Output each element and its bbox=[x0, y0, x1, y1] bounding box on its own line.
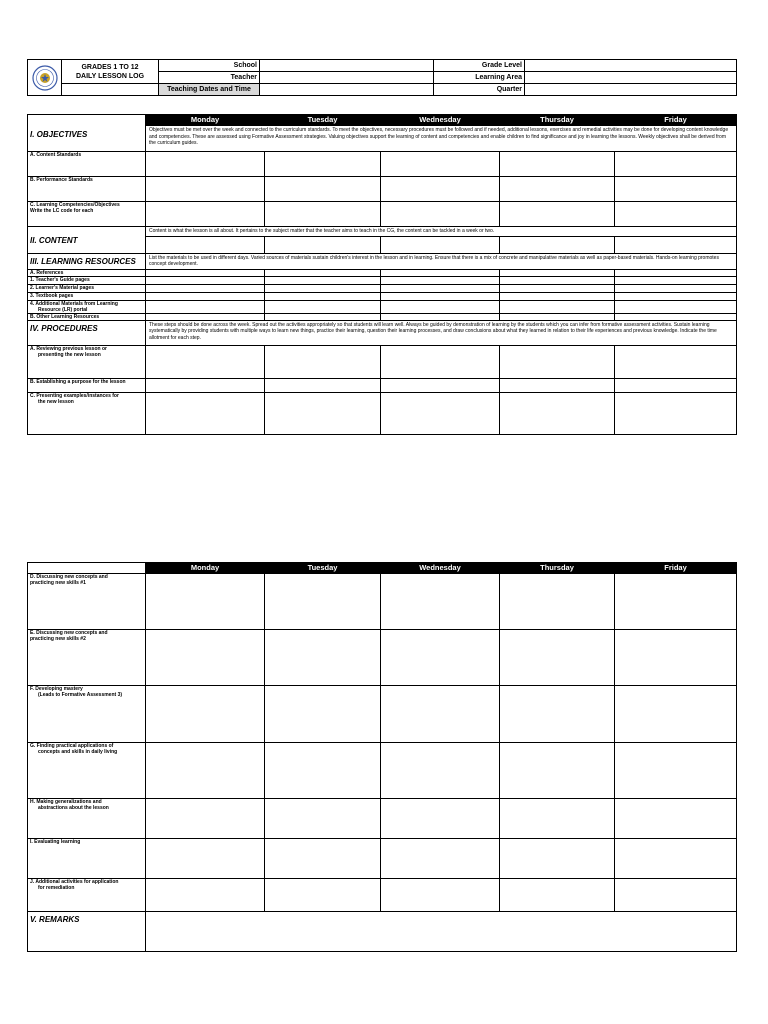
cell[interactable] bbox=[381, 345, 500, 378]
competencies-line1: C. Learning Competencies/Objectives bbox=[30, 202, 120, 208]
cell[interactable] bbox=[146, 276, 265, 284]
cell[interactable] bbox=[146, 392, 265, 434]
cell[interactable] bbox=[146, 879, 265, 912]
log-title-blank bbox=[62, 84, 159, 96]
cell[interactable] bbox=[265, 630, 381, 686]
teacher-label: Teacher bbox=[159, 72, 260, 84]
procedure-e-line1: E. Discussing new concepts and bbox=[30, 630, 108, 636]
cell[interactable] bbox=[265, 378, 381, 392]
cell[interactable] bbox=[146, 313, 265, 320]
grade-level-label: Grade Level bbox=[434, 60, 525, 72]
cell[interactable] bbox=[500, 292, 615, 300]
cell[interactable] bbox=[615, 799, 737, 839]
day-header-monday: Monday bbox=[146, 115, 265, 126]
procedure-a-label bbox=[28, 345, 146, 378]
procedure-g-line2: concepts and skills in daily living bbox=[38, 749, 118, 755]
references-label: A. References bbox=[28, 269, 146, 276]
procedures-heading: IV. PROCEDURES bbox=[28, 320, 146, 345]
procedure-c-label bbox=[28, 392, 146, 434]
school-label: School bbox=[159, 60, 260, 72]
cell[interactable] bbox=[265, 236, 381, 253]
cell[interactable] bbox=[615, 292, 737, 300]
day-header-friday: Friday bbox=[615, 115, 737, 126]
procedure-h-line2: abstractions about the lesson bbox=[38, 805, 109, 811]
other-resources-label: B. Other Learning Resources bbox=[28, 313, 146, 320]
cell[interactable] bbox=[265, 152, 381, 177]
cell[interactable] bbox=[615, 300, 737, 313]
procedure-i-label: I. Evaluating learning bbox=[28, 839, 146, 879]
objectives-heading: I. OBJECTIVES bbox=[28, 115, 146, 152]
school-field[interactable] bbox=[260, 60, 434, 72]
cell[interactable] bbox=[265, 177, 381, 202]
cell[interactable] bbox=[615, 284, 737, 292]
cell[interactable] bbox=[265, 284, 381, 292]
procedure-b-label: B. Establishing a purpose for the lesson bbox=[28, 378, 146, 392]
cell[interactable] bbox=[615, 879, 737, 912]
cell[interactable] bbox=[381, 743, 500, 799]
procedure-j-line2: for remediation bbox=[38, 885, 75, 891]
day-header-tuesday: Tuesday bbox=[265, 563, 381, 574]
cell[interactable] bbox=[500, 152, 615, 177]
cell[interactable] bbox=[146, 177, 265, 202]
cell[interactable] bbox=[615, 392, 737, 434]
teaching-dates-field[interactable] bbox=[260, 84, 434, 96]
additional-line1: 4. Additional Materials from Learning bbox=[30, 300, 118, 307]
procedure-f-label bbox=[28, 686, 146, 743]
cell[interactable] bbox=[381, 292, 500, 300]
quarter-field[interactable] bbox=[525, 84, 737, 96]
performance-standards-label: B. Performance Standards bbox=[28, 177, 146, 202]
procedure-d-line1: D. Discussing new concepts and bbox=[30, 574, 108, 580]
cell[interactable] bbox=[265, 686, 381, 743]
remarks-field[interactable] bbox=[146, 912, 737, 952]
cell[interactable] bbox=[381, 378, 500, 392]
additional-materials-label bbox=[28, 300, 146, 313]
quarter-label: Quarter bbox=[434, 84, 525, 96]
cell[interactable] bbox=[146, 269, 265, 276]
cell[interactable] bbox=[265, 799, 381, 839]
day-header-friday: Friday bbox=[615, 563, 737, 574]
cell[interactable] bbox=[615, 276, 737, 284]
cell[interactable] bbox=[500, 269, 615, 276]
cell[interactable] bbox=[265, 269, 381, 276]
procedure-e-line2: practicing new skills #2 bbox=[30, 636, 86, 642]
cell[interactable] bbox=[381, 300, 500, 313]
cell[interactable] bbox=[146, 743, 265, 799]
procedure-f-line1: F. Developing mastery bbox=[30, 686, 83, 692]
learning-resources-description: List the materials to be used in different days. Varied sources of materials sustain children's interest in the lesson and in learning. Ensure that there is a mix of concrete and manipulative materials as well as paper-based materials. Hands-on learning promotes concept development. bbox=[146, 253, 737, 269]
cell[interactable] bbox=[500, 236, 615, 253]
cell[interactable] bbox=[615, 345, 737, 378]
cell[interactable] bbox=[381, 152, 500, 177]
cell[interactable] bbox=[381, 630, 500, 686]
cell[interactable] bbox=[265, 300, 381, 313]
cell[interactable] bbox=[500, 574, 615, 630]
cell[interactable] bbox=[381, 839, 500, 879]
log-title-line2: DAILY LESSON LOG bbox=[75, 72, 145, 80]
cell[interactable] bbox=[381, 177, 500, 202]
cell[interactable] bbox=[265, 392, 381, 434]
cell[interactable] bbox=[500, 799, 615, 839]
cell[interactable] bbox=[500, 630, 615, 686]
cell[interactable] bbox=[500, 743, 615, 799]
cell[interactable] bbox=[615, 177, 737, 202]
procedure-h-label bbox=[28, 799, 146, 839]
learning-resources-heading: III. LEARNING RESOURCES bbox=[28, 253, 146, 269]
cell[interactable] bbox=[146, 284, 265, 292]
day-header-wednesday: Wednesday bbox=[381, 115, 500, 126]
header-blank-cell bbox=[28, 563, 146, 574]
cell[interactable] bbox=[615, 202, 737, 227]
procedure-e-label bbox=[28, 630, 146, 686]
cell[interactable] bbox=[146, 574, 265, 630]
deped-seal-logo bbox=[28, 60, 62, 96]
cell[interactable] bbox=[500, 202, 615, 227]
cell[interactable] bbox=[500, 313, 615, 320]
lesson-log-table-1 bbox=[27, 114, 737, 435]
cell[interactable] bbox=[381, 202, 500, 227]
day-header-tuesday: Tuesday bbox=[265, 115, 381, 126]
cell[interactable] bbox=[615, 313, 737, 320]
day-header-thursday: Thursday bbox=[500, 563, 615, 574]
cell[interactable] bbox=[381, 269, 500, 276]
cell[interactable] bbox=[146, 630, 265, 686]
teacher-field[interactable] bbox=[260, 72, 434, 84]
day-header-thursday: Thursday bbox=[500, 115, 615, 126]
cell[interactable] bbox=[381, 686, 500, 743]
cell[interactable] bbox=[615, 269, 737, 276]
cell[interactable] bbox=[500, 686, 615, 743]
additional-line2: Resource (LR) portal bbox=[38, 306, 88, 313]
cell[interactable] bbox=[500, 378, 615, 392]
cell[interactable] bbox=[615, 236, 737, 253]
cell[interactable] bbox=[615, 743, 737, 799]
teachers-guide-label: 1. Teacher's Guide pages bbox=[28, 276, 146, 284]
cell[interactable] bbox=[381, 313, 500, 320]
cell[interactable] bbox=[146, 300, 265, 313]
cell[interactable] bbox=[615, 839, 737, 879]
cell[interactable] bbox=[265, 839, 381, 879]
day-header-monday: Monday bbox=[146, 563, 265, 574]
cell[interactable] bbox=[500, 879, 615, 912]
cell[interactable] bbox=[615, 152, 737, 177]
cell[interactable] bbox=[146, 152, 265, 177]
cell[interactable] bbox=[381, 236, 500, 253]
remarks-heading: V. REMARKS bbox=[28, 912, 146, 952]
content-heading: II. CONTENT bbox=[28, 227, 146, 254]
header-table bbox=[27, 59, 737, 96]
textbook-label: 3. Textbook pages bbox=[28, 292, 146, 300]
cell[interactable] bbox=[146, 292, 265, 300]
cell[interactable] bbox=[500, 177, 615, 202]
lesson-log-table-2 bbox=[27, 562, 737, 952]
cell[interactable] bbox=[265, 276, 381, 284]
cell[interactable] bbox=[381, 799, 500, 839]
learning-area-label: Learning Area bbox=[434, 72, 525, 84]
cell[interactable] bbox=[615, 378, 737, 392]
procedure-c-line2: the new lesson bbox=[38, 398, 74, 405]
procedure-d-line2: practicing new skills #1 bbox=[30, 580, 86, 586]
log-title-line1: GRADES 1 TO 12 bbox=[81, 63, 139, 71]
cell[interactable] bbox=[265, 879, 381, 912]
procedure-j-label bbox=[28, 879, 146, 912]
cell[interactable] bbox=[381, 392, 500, 434]
cell[interactable] bbox=[381, 574, 500, 630]
cell[interactable] bbox=[500, 839, 615, 879]
procedure-j-line1: J. Additional activities for application bbox=[30, 879, 119, 885]
content-standards-label: A. Content Standards bbox=[28, 152, 146, 177]
cell[interactable] bbox=[146, 799, 265, 839]
cell[interactable] bbox=[500, 392, 615, 434]
cell[interactable] bbox=[265, 743, 381, 799]
seal-icon bbox=[32, 65, 58, 91]
cell[interactable] bbox=[146, 686, 265, 743]
cell[interactable] bbox=[265, 202, 381, 227]
cell[interactable] bbox=[265, 574, 381, 630]
cell[interactable] bbox=[265, 313, 381, 320]
procedure-g-label bbox=[28, 743, 146, 799]
cell[interactable] bbox=[500, 345, 615, 378]
cell[interactable] bbox=[146, 202, 265, 227]
cell[interactable] bbox=[146, 345, 265, 378]
procedure-g-line1: G. Finding practical applications of bbox=[30, 743, 114, 749]
content-description: Content is what the lesson is all about. It pertains to the subject matter that the teacher aims to teach in the CG, the content can be tackled in a week or two. bbox=[146, 227, 737, 237]
cell[interactable] bbox=[615, 574, 737, 630]
day-header-wednesday: Wednesday bbox=[381, 563, 500, 574]
procedures-description: These steps should be done across the week. Spread out the activities appropriately so that students will learn well. Always be guided by demonstration of learning by the students which you can infer from formative assessment activities. Sustain learning systematically by providing students with multiple ways to learn new things, practice their learning, question their learning processes, and draw conclusions about what they learned in relation to their life experiences and previous knowledge. Indicate the time allotment for each step. bbox=[146, 320, 737, 345]
cell[interactable] bbox=[381, 284, 500, 292]
cell[interactable] bbox=[500, 284, 615, 292]
grade-level-field[interactable] bbox=[525, 60, 737, 72]
cell[interactable] bbox=[500, 276, 615, 284]
procedure-d-label bbox=[28, 574, 146, 630]
competencies-line2: Write the LC code for each bbox=[30, 208, 94, 214]
cell[interactable] bbox=[381, 276, 500, 284]
log-title bbox=[62, 60, 159, 84]
cell[interactable] bbox=[146, 378, 265, 392]
learners-material-label: 2. Learner's Material pages bbox=[28, 284, 146, 292]
procedure-a-line2: presenting the new lesson bbox=[38, 351, 101, 358]
cell[interactable] bbox=[615, 630, 737, 686]
cell[interactable] bbox=[500, 300, 615, 313]
procedure-f-line2: (Leads to Formative Assessment 3) bbox=[38, 692, 123, 698]
objectives-description: Objectives must be met over the week and connected to the curriculum standards. To meet the objectives, necessary procedures must be followed and if needed, additional lessons, exercises and remedial activities may be done for developing content knowledge and competencies. These are assessed using Formative Assessment strategies. Valuing objectives support the learning of content and competencies and enable children to find significance and joy in learning the lessons. Weekly objectives shall be derived from the curriculum guides. bbox=[146, 126, 737, 152]
procedure-h-line1: H. Making generalizations and bbox=[30, 799, 102, 805]
cell[interactable] bbox=[146, 236, 265, 253]
procedure-a-line1: A. Reviewing previous lesson or bbox=[30, 345, 107, 352]
teaching-dates-label: Teaching Dates and Time bbox=[159, 84, 260, 96]
cell[interactable] bbox=[265, 345, 381, 378]
competencies-label bbox=[28, 202, 146, 227]
cell[interactable] bbox=[265, 292, 381, 300]
cell[interactable] bbox=[615, 686, 737, 743]
learning-area-field[interactable] bbox=[525, 72, 737, 84]
cell[interactable] bbox=[381, 879, 500, 912]
cell[interactable] bbox=[146, 839, 265, 879]
procedure-c-line1: C. Presenting examples/instances for bbox=[30, 392, 119, 399]
